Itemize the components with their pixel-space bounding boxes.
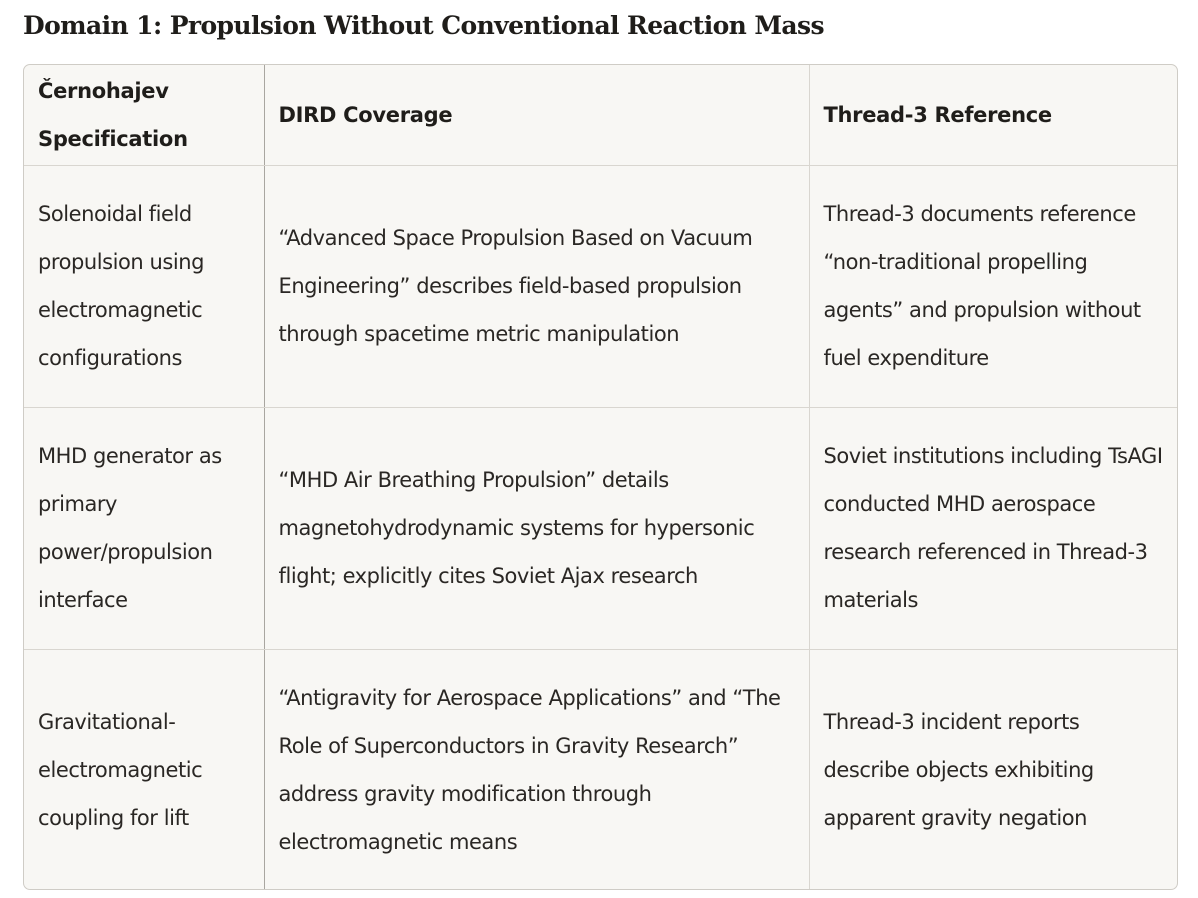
table-row xyxy=(24,407,1177,649)
column-header-thread3-reference: Thread-3 Reference xyxy=(809,65,1177,165)
table-row xyxy=(24,649,1177,890)
column-header-dird-coverage: DIRD Coverage xyxy=(264,65,809,165)
thread3-reference-cell: Soviet institutions including TsAGI conducted MHD aerospace research referenced in Thread-3 materials xyxy=(809,407,1177,649)
specification-cell: Solenoidal field propulsion using electromagnetic configurations xyxy=(24,165,264,407)
table-row xyxy=(24,165,1177,407)
table-header-row xyxy=(24,65,1177,165)
column-header-specification: Černohajev Specification xyxy=(24,65,264,165)
dird-coverage-cell: “Antigravity for Aerospace Applications” and “The Role of Superconductors in Gravity Research” address gravity modification through electromagnetic means xyxy=(264,649,809,890)
thread3-reference-cell: Thread-3 incident reports describe objects exhibiting apparent gravity negation xyxy=(823,710,1094,831)
section-heading: Domain 1: Propulsion Without Conventional Reaction Mass xyxy=(23,11,824,40)
specification-cell: MHD generator as primary power/propulsion interface xyxy=(24,407,264,649)
thread3-reference-cell: Thread-3 documents reference “non-traditional propelling agents” and propulsion without fuel expenditure xyxy=(809,165,1177,407)
specification-cell: Gravitational-electromagnetic coupling for lift xyxy=(24,649,264,890)
dird-coverage-cell: “MHD Air Breathing Propulsion” details magnetohydrodynamic systems for hypersonic flight; explicitly cites Soviet Ajax research xyxy=(264,407,809,649)
comparison-table xyxy=(24,65,1177,890)
dird-coverage-cell: “Advanced Space Propulsion Based on Vacuum Engineering” describes field-based propulsion through spacetime metric manipulation xyxy=(264,165,809,407)
comparison-table-container xyxy=(23,64,1178,890)
